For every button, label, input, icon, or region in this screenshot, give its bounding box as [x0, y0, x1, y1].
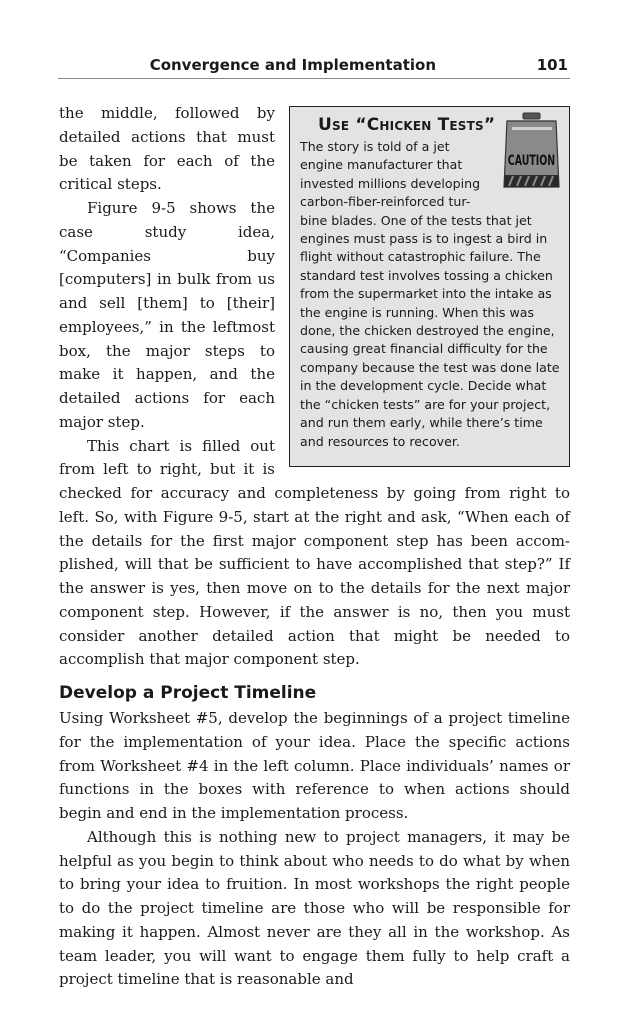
sidebar-line: invested millions developing	[300, 175, 481, 191]
body-text	[59, 102, 570, 992]
running-header	[58, 54, 570, 79]
sidebar-line: and run them early, while there’s time	[300, 415, 543, 431]
page-number: 101	[536, 56, 568, 74]
sidebar-line: from the supermarket into the intake as	[300, 286, 552, 302]
sidebar-line: engines must pass is to ingest a bird in	[300, 231, 548, 247]
section-heading: Develop a Project Timeline	[59, 683, 317, 703]
sidebar-line: engine manufacturer that	[300, 157, 463, 173]
paragraph: Although this is nothing new to project managers, it may be helpful as you begin to think about who needs to do what by when to bring your idea to fruition. In most workshops the right people to do the project timeline are those who will be responsible for making it happen. Almost never are they all in the workshop. As team leader, you will want to engage them fully to help craft a project timeline that is reasonable and	[59, 827, 570, 989]
sidebar-title: Use “Chicken Tests”	[318, 115, 496, 135]
sidebar-box	[289, 106, 570, 467]
paragraph: This chart is filled out from left to right, but it is checked for accuracy and completeness by going from right to left. So, with Figure 9-5, start at the right and ask, “When each of the details for the first major component step has been accomplished, will that be sufficient to have accomplished that step?” If the answer is yes, then move on to the details for the next major component step. However, if the answer is no, then you must consider another detailed action that might be needed to accomplish that major component step.	[59, 436, 570, 669]
sidebar-line: and resources to recover.	[300, 433, 460, 449]
paragraph: Figure 9-5 shows the case study idea, “Companies buy [computers] in bulk from us and sell [them] to [their] employees,” in the leftmost box, the major steps to make it happen, and the detailed actions for each major step.	[59, 199, 275, 431]
sidebar-line: causing great financial difficulty for the	[300, 341, 548, 357]
sidebar-line: the “chicken tests” are for your project,	[300, 396, 551, 412]
paragraph: Using Worksheet #5, develop the beginnings of a project timeline for the implementation of your idea. Place the specific actions from Worksheet #4 in the left column. Place individuals’ names or functions in the boxes with reference to when actions should begin and end in the implementation process.	[59, 709, 570, 822]
caution-label: CAUTION	[507, 151, 556, 169]
sidebar-line: the engine is running. When this was	[300, 304, 535, 320]
running-header-title: Convergence and Implementation	[149, 56, 436, 74]
sidebar-line: standard test involves tossing a chicken	[300, 267, 553, 283]
sidebar-text	[300, 138, 562, 451]
sidebar-line: The story is told of a jet	[300, 139, 450, 154]
paragraph: the middle, followed by detailed actions that must be taken for each of the critical steps.	[59, 104, 275, 194]
sidebar-line: done, the chicken destroyed the engine,	[300, 323, 555, 339]
sidebar-line: company because the test was done late	[300, 359, 560, 375]
sidebar-line: carbon-fiber-reinforced tur-	[300, 194, 471, 210]
sidebar-line: bine blades. One of the tests that jet	[300, 212, 532, 228]
sidebar-line: flight without catastrophic failure. The	[300, 249, 541, 265]
sidebar-line: in the development cycle. Decide what	[300, 378, 547, 394]
